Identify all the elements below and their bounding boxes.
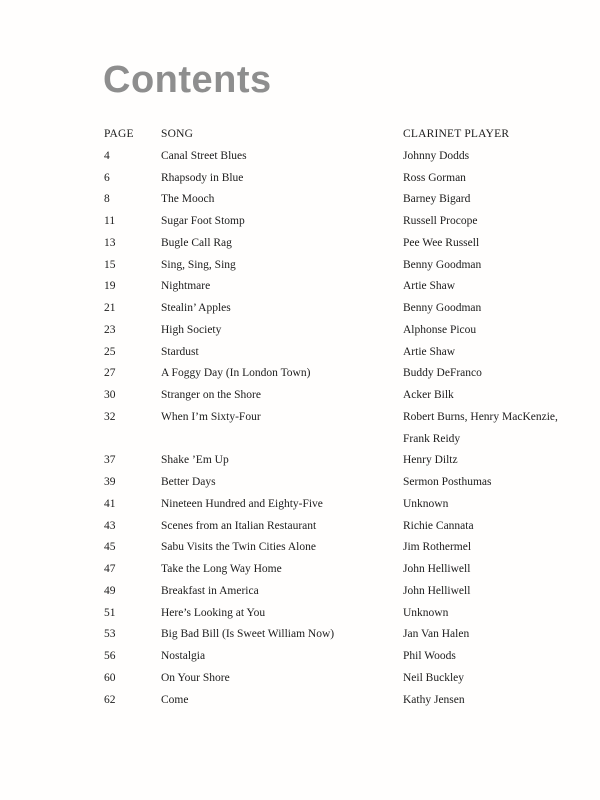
player-cell: Ross Gorman: [403, 171, 466, 184]
song-cell: Here’s Looking at You: [161, 606, 266, 619]
page-cell: 15: [104, 258, 116, 271]
table-row: [104, 276, 568, 298]
page-cell: 41: [104, 497, 116, 510]
song-cell: Rhapsody in Blue: [161, 171, 244, 184]
table-row: [104, 559, 568, 581]
song-cell: Nightmare: [161, 280, 211, 293]
table-row: [104, 472, 568, 494]
player-cell: Pee Wee Russell: [403, 236, 480, 249]
page-cell: 6: [104, 171, 110, 184]
page-cell: 21: [104, 302, 116, 314]
song-cell: When I’m Sixty-Four: [161, 410, 261, 423]
song-cell: Nostalgia: [161, 650, 206, 662]
table-row: [104, 320, 568, 342]
player-cell: Buddy DeFranco: [403, 367, 482, 380]
song-cell: Sing, Sing, Sing: [161, 258, 236, 271]
player-cell: Neil Buckley: [403, 671, 464, 684]
player-cell: Richie Cannata: [403, 519, 474, 532]
page-cell: 43: [104, 519, 116, 532]
page-cell: 56: [104, 650, 116, 662]
song-cell: Scenes from an Italian Restaurant: [161, 519, 317, 532]
page-cell: 19: [104, 280, 116, 293]
table-row: [104, 450, 568, 472]
table-row: [104, 624, 568, 646]
table-row: [104, 146, 568, 168]
song-cell: Canal Street Blues: [161, 149, 247, 162]
player-cell: Artie Shaw: [403, 280, 456, 293]
player-cell: Jan Van Halen: [403, 628, 470, 641]
song-cell: Breakfast in America: [161, 584, 259, 597]
table-row: [104, 363, 568, 385]
song-cell: Nineteen Hundred and Eighty-Five: [161, 497, 323, 510]
page-cell: 45: [104, 541, 116, 554]
page-cell: 8: [104, 193, 110, 206]
player-cell: Sermon Posthumas: [403, 476, 492, 488]
player-cell: Johnny Dodds: [403, 149, 470, 162]
song-cell: High Society: [161, 323, 222, 336]
table-row: [104, 342, 568, 364]
player-cell: Unknown: [403, 497, 449, 510]
song-cell: Stardust: [161, 345, 199, 358]
header-clarinet-player: CLARINET PLAYER: [403, 128, 510, 140]
table-row: [104, 385, 568, 407]
song-cell: A Foggy Day (In London Town): [161, 367, 311, 380]
player-cell: Kathy Jensen: [403, 693, 465, 706]
table-row: [104, 603, 568, 625]
header-page: PAGE: [104, 128, 134, 140]
player-cell: Phil Woods: [403, 650, 456, 662]
table-row: [104, 211, 568, 233]
page-cell: 30: [104, 389, 116, 401]
table-row: [104, 516, 568, 538]
table-row: [104, 189, 568, 211]
page-cell: 37: [104, 454, 116, 467]
player-cell: Jim Rothermel: [403, 541, 472, 554]
page-cell: 47: [104, 563, 116, 575]
table-row: [104, 690, 568, 712]
song-cell: Stranger on the Shore: [161, 389, 261, 401]
player-cell: Unknown: [403, 606, 449, 619]
page-cell: 49: [104, 584, 116, 597]
player-cell: Alphonse Picou: [403, 323, 477, 336]
table-row: [104, 233, 568, 255]
page-cell: 32: [104, 410, 116, 423]
table-row: [104, 581, 568, 603]
player-cell: Acker Bilk: [403, 389, 454, 401]
song-cell: Bugle Call Rag: [161, 236, 232, 249]
page-cell: 25: [104, 345, 116, 358]
table-row: [104, 646, 568, 668]
song-cell: Big Bad Bill (Is Sweet William Now): [161, 628, 335, 641]
song-cell: Take the Long Way Home: [161, 563, 282, 575]
player-cell: Artie Shaw: [403, 345, 456, 358]
table-row: [104, 537, 568, 559]
player-cell: Benny Goodman: [403, 302, 482, 314]
player-cell: Barney Bigard: [403, 193, 471, 206]
page-cell: 51: [104, 606, 116, 619]
player-cell: Henry Diltz: [403, 454, 458, 467]
song-cell: The Mooch: [161, 193, 215, 206]
player-cell: John Helliwell: [403, 584, 471, 597]
page-cell: 13: [104, 236, 116, 249]
player-cell: Russell Procope: [403, 215, 478, 227]
header-song: SONG: [161, 128, 194, 140]
page-cell: 60: [104, 671, 116, 684]
page-title: Contents: [103, 59, 272, 101]
page-cell: 23: [104, 323, 116, 336]
table-row: [104, 494, 568, 516]
song-cell: Sugar Foot Stomp: [161, 215, 245, 227]
page-cell: 53: [104, 628, 116, 641]
table-row: [104, 255, 568, 277]
song-cell: Stealin’ Apples: [161, 302, 231, 314]
song-cell: On Your Shore: [161, 671, 230, 684]
page-cell: 39: [104, 476, 116, 488]
table-row: [104, 168, 568, 190]
page-cell: 27: [104, 367, 116, 380]
player-cell: Benny Goodman: [403, 258, 482, 271]
song-cell: Come: [161, 693, 189, 706]
toc-header-row: [104, 124, 568, 146]
song-cell: Shake ’Em Up: [161, 454, 229, 467]
song-cell: Sabu Visits the Twin Cities Alone: [161, 541, 316, 554]
song-cell: Better Days: [161, 476, 216, 488]
page-cell: 62: [104, 693, 116, 706]
page-cell: 11: [104, 215, 116, 227]
table-row: [104, 407, 568, 451]
table-row: [104, 668, 568, 690]
player-cell: John Helliwell: [403, 563, 471, 575]
toc-table: [104, 124, 568, 711]
page-cell: 4: [104, 149, 110, 162]
table-row: [104, 298, 568, 320]
player-cell: Robert Burns, Henry MacKenzie, Frank Reidy: [403, 410, 558, 445]
